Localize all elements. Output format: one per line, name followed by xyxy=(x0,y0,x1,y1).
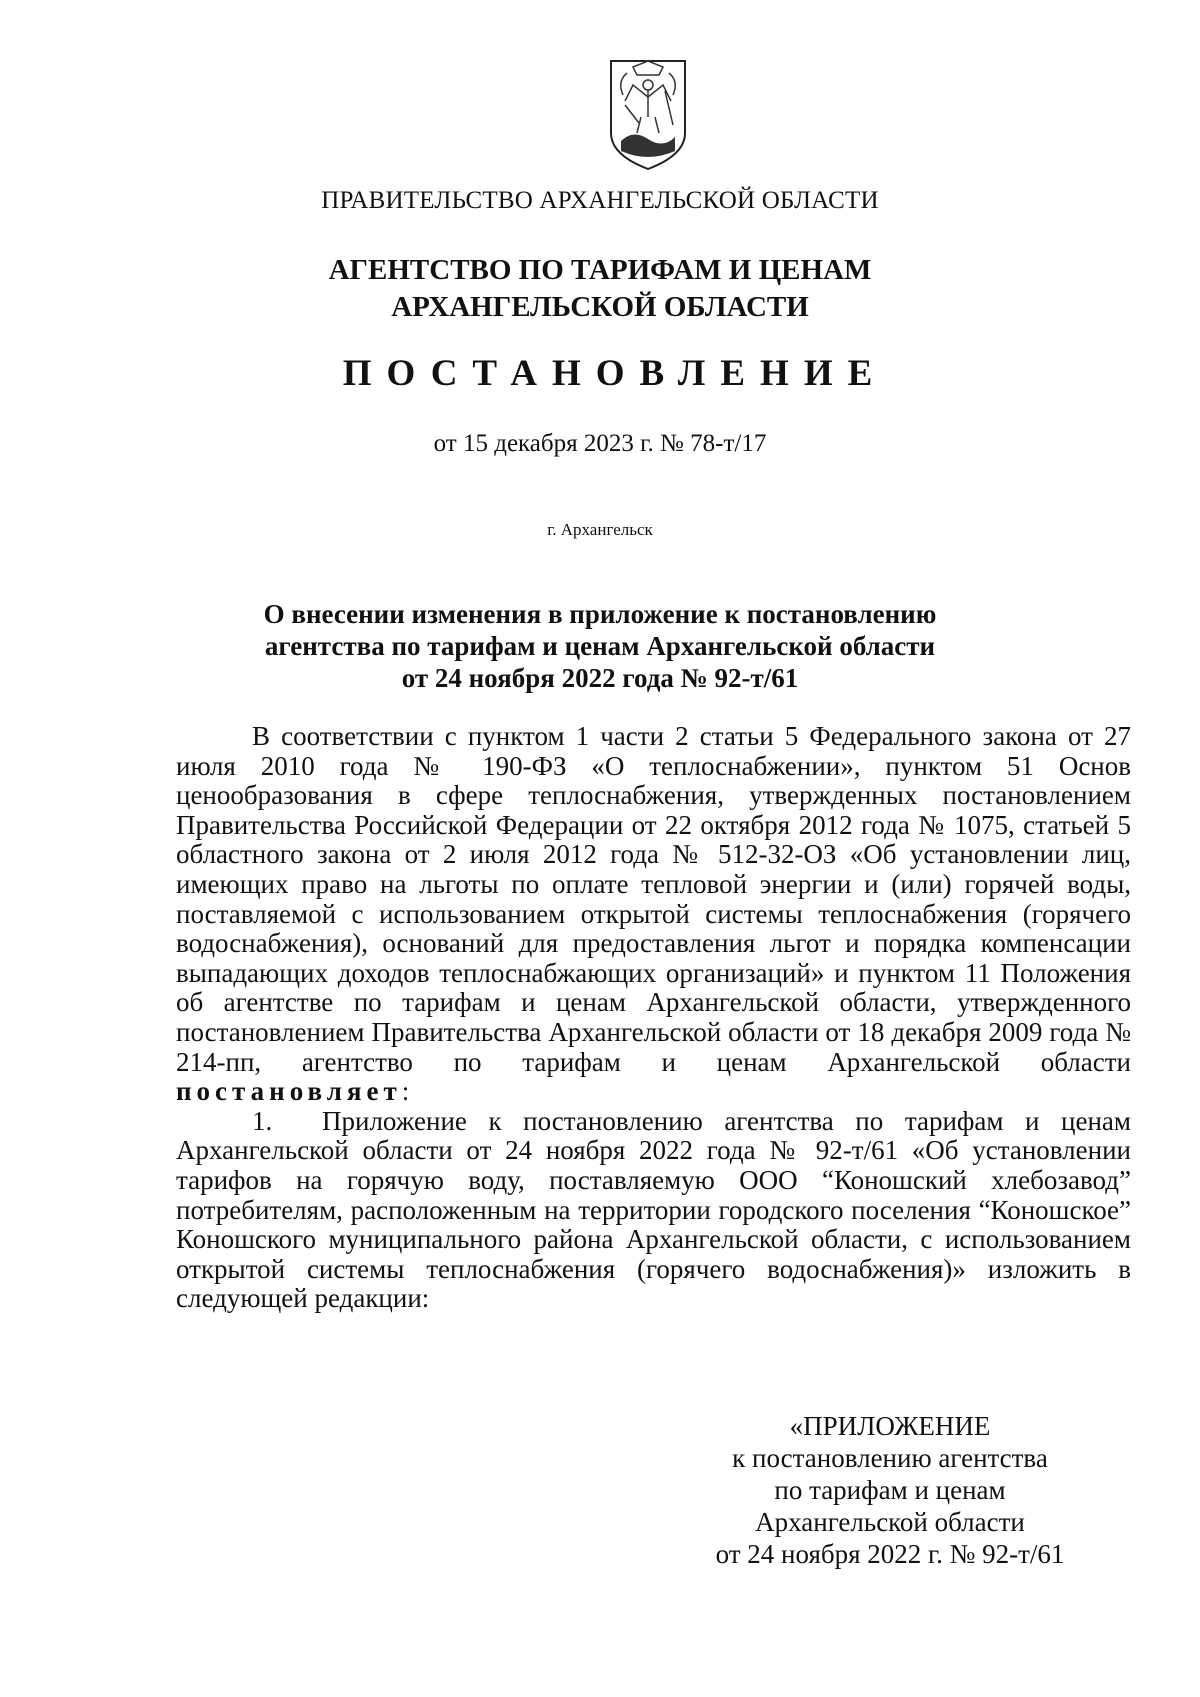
resolves-colon: : xyxy=(401,1076,410,1107)
item-1-text: Приложение к постановлению агентства по тарифам и ценам Архангельской области от 24 ноября 2022 года № 92-т/61 «Об установлении тарифов на горячую воду, поставляемую ООО “Коношский хлебозавод” потребителям, расположенным на территории городского поселения “Коношское” Коношского муниципального района Архангельской области, с использованием открытой системы теплоснабжения (горячего водоснабжения)» изложить в следующей редакции: xyxy=(176,1105,1131,1314)
government-name: ПРАВИТЕЛЬСТВО АРХАНГЕЛЬСКОЙ ОБЛАСТИ xyxy=(321,187,879,214)
appendix-line: к постановлению агентства xyxy=(732,1443,1048,1473)
title-line: О внесении изменения в приложение к постановлению xyxy=(263,599,937,629)
document-city: г. Архангельск xyxy=(547,520,653,539)
item-1-number: 1. xyxy=(252,1105,273,1136)
appendix-line: от 24 ноября 2022 г. № 92-т/61 xyxy=(715,1539,1065,1569)
agency-name-line: АГЕНТСТВО ПО ТАРИФАМ И ЦЕНАМ xyxy=(328,254,872,286)
preamble-paragraph xyxy=(176,722,1131,1107)
title-line: агентства по тарифам и ценам Архангельской области xyxy=(264,631,936,661)
coat-of-arms-emblem xyxy=(603,55,693,173)
appendix-line: «ПРИЛОЖЕНИЕ xyxy=(789,1411,991,1441)
document-type: ПОСТАНОВЛЕНИЕ xyxy=(342,353,888,394)
title-line: от 24 ноября 2022 года № 92-т/61 xyxy=(401,663,799,693)
appendix-line: Архангельской области xyxy=(755,1507,1025,1537)
appendix-line: по тарифам и ценам xyxy=(774,1475,1006,1505)
document-title xyxy=(0,598,1200,694)
agency-name xyxy=(0,252,1200,326)
agency-name-line: АРХАНГЕЛЬСКОЙ ОБЛАСТИ xyxy=(391,291,809,323)
document-body xyxy=(176,722,1131,1314)
document-date-number: от 15 декабря 2023 г. № 78-т/17 xyxy=(433,430,767,457)
item-1-paragraph xyxy=(176,1107,1131,1314)
resolves-word: постановляет xyxy=(176,1076,402,1107)
appendix-heading xyxy=(680,1410,1100,1570)
preamble-text: В соответствии с пунктом 1 части 2 статьи 5 Федерального закона от 27 июля 2010 года № 190-ФЗ «О теплоснабжении», пунктом 51 Основ ценообразования в сфере теплоснабжения, утвержденных постановлением Правительства Российской Федерации от 22 октября 2012 года № 1075, статьей 5 областного закона от 2 июля 2012 года № 512-32-ОЗ «Об установлении лиц, имеющих право на льготы по оплате тепловой энергии и (или) горячей воды, поставляемой с использованием открытой системы теплоснабжения (горячего водоснабжения), оснований для предоставления льгот и порядка компенсации выпадающих доходов теплоснабжающих организаций» и пунктом 11 Положения об агентстве по тарифам и ценам Архангельской области, утвержденного постановлением Правительства Архангельской области от 18 декабря 2009 года № 214-пп, агентство по тарифам и ценам Архангельской области xyxy=(176,721,1131,1077)
